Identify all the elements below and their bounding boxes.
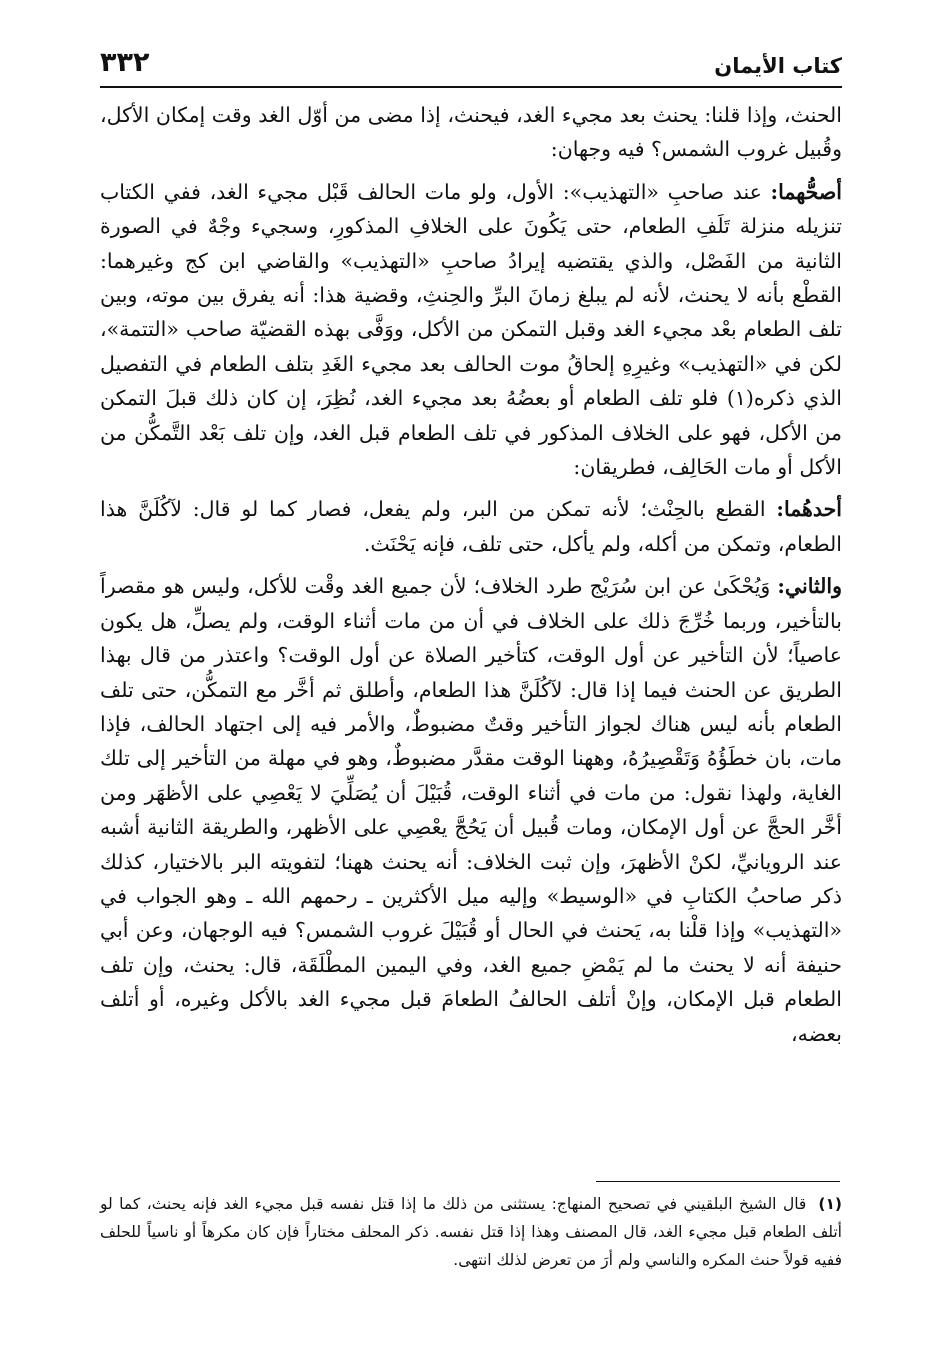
paragraph xyxy=(100,492,842,561)
footnote xyxy=(100,1190,842,1274)
page-header xyxy=(100,28,842,78)
running-title: كتاب الأيمان xyxy=(714,54,842,78)
paragraph-text: القطع بالحِنْث؛ لأنه تمكن من البر، ولم يفعل، فصار كما لو قال: لآكُلَنَّ هذا الطعام، وتمكن من أكله، ولم يأكل، حتى تلف، فإنه يَحْنَث. xyxy=(100,497,842,556)
paragraph-lead: أحدهُما: xyxy=(776,497,842,522)
paragraph-lead: أصحُّهما: xyxy=(770,179,842,204)
paragraph xyxy=(100,569,842,1051)
paragraph-text: عند صاحبِ «التهذيب»: الأول، ولو مات الحالف قَبْل مجيء الغد، ففي الكتاب تنزيله منزلة تَلَفِ الطعام، حتى يَكُونَ على الخلافِ المذكورِ، وسجيء وجْهٌ في الصورة الثانية من الفَصْل، والذي يقتضيه إيرادُ صاحبِ «التهذيب» والقاضي ابن كج وغيرهما: القطْع بأنه لا يحنث، لأنه لم يبلغ زمانَ البرِّ والحِنثِ، وقضية هذا: أنه يفرق بين موته، وبين تلف الطعام بعْد مجيء الغد وقبل التمكن من الأكل، ووَفَّى بهذه القضيّة صاحب «التتمة»، لكن في «التهذيب» وغيرِهِ إلحاقُ موت الحالف بعد مجيء الغَدِ بتلف الطعام في التفصيل الذي ذكره(١) فلو تلف الطعام أو بعضُهُ بعد مجيء الغد، نُظِرَ، إن كان ذلك قبلَ التمكن من الأكل، فهو على الخلاف المذكور في تلف الطعام قبل الغد، وإن تلف بَعْد التَّمكُّن من الأكل أو مات الحَالِف، فطريقان: xyxy=(100,179,842,480)
main-text xyxy=(100,98,842,1059)
footnote-rule xyxy=(596,1181,840,1182)
header-rule xyxy=(100,86,842,88)
paragraph xyxy=(100,175,842,485)
paragraph-text: وَيُحْكَىٰ عن ابن سُرَيْج طرد الخلاف؛ لأن جميع الغد وقْت للأكل، وليس هو مقصراً بالتأخير، وربما خُرِّجَ ذلك على الخلاف في أن من مات أثناء الوقت، ولم يصلِّ، هل يكون عاصياً؛ لأن التأخير عن أول الوقت، كتأخير الصلاة عن أول الوقت؟ واعتذر من قال بهذا الطريق عن الحنث فيما إذا قال: لآكُلَنَّ هذا الطعام، وأطلق ثم أخَّر مع التمكُّن، حتى تلف الطعام بأنه ليس هناك لجواز التأخير وقتٌ مضبوطٌ، والأمر فيه إلى اجتهاد الحالف، فإذا مات، بان خطَؤُهُ وَتَقْصِيرُهُ، وههنا الوقت مقدَّر مضبوطٌ، وهو في مهلة من التأخير إلى تلك الغاية، ولهذا نقول: من مات في أثناء الوقت، قُبَيْلَ أن يُصَلِّيَ لا يَعْصِي على الأظهَر ومن أخَّر الحجَّ عن أول الإمكان، ومات قُبيل أن يَحُجَّ يعْصِي على الأظهر، والطريقة الثانية أشبه عند الرويانيِّ، لكنْ الأظهرَ، وإن ثبت الخلاف: أنه يحنث ههنا؛ لتفويته البر بالاختيار، كذلك ذكر صاحبُ الكتابِ في «الوسيط» وإليه ميل الأكثرين ـ رحمهم الله ـ وهو الجواب في «التهذيب» وإذا قلْنا به، يَحنث في الحال أو قُبَيْلَ غروب الشمس؟ فيه الوجهان، وعن أبي حنيفة أنه لا يحنث ما لم يَمْضِ جميع الغد، وفي اليمين المطْلَقَة، قال: يحنث، وإن تلف الطعام قبل الإمكان، وإنْ أتلف الحالفُ الطعامَ قبل مجيء الغد بالأكل وغيره، أو أتلف بعضه، xyxy=(100,574,842,1046)
footnote-text: قال الشيخ البلقيني في تصحيح المنهاج: يستثنى من ذلك ما إذا قتل نفسه قبل مجيء الغد فإنه يحنث، كما لو أتلف الطعام قبل مجيء الغد، قال المصنف وهذا إذا قتل نفسه. ذكر المحلف مختاراً فإن كان مكرهاً أو ناسياً للحلف ففيه قولاً حنث المكره والناسي ولم أرَ من تعرض لذلك انتهى. xyxy=(100,1195,842,1269)
paragraph xyxy=(100,98,842,167)
paragraph-text: الحنث، وإذا قلنا: يحنث بعد مجيء الغد، فيحنث، إذا مضى من أوّل الغد وقت إمكان الأكل، وقُبيل غروب الشمس؟ فيه وجهان: xyxy=(100,103,842,162)
footnote-marker: (١) xyxy=(818,1195,842,1213)
page-number: ٣٣٢ xyxy=(100,47,150,78)
paragraph-lead: والثاني: xyxy=(777,574,842,599)
